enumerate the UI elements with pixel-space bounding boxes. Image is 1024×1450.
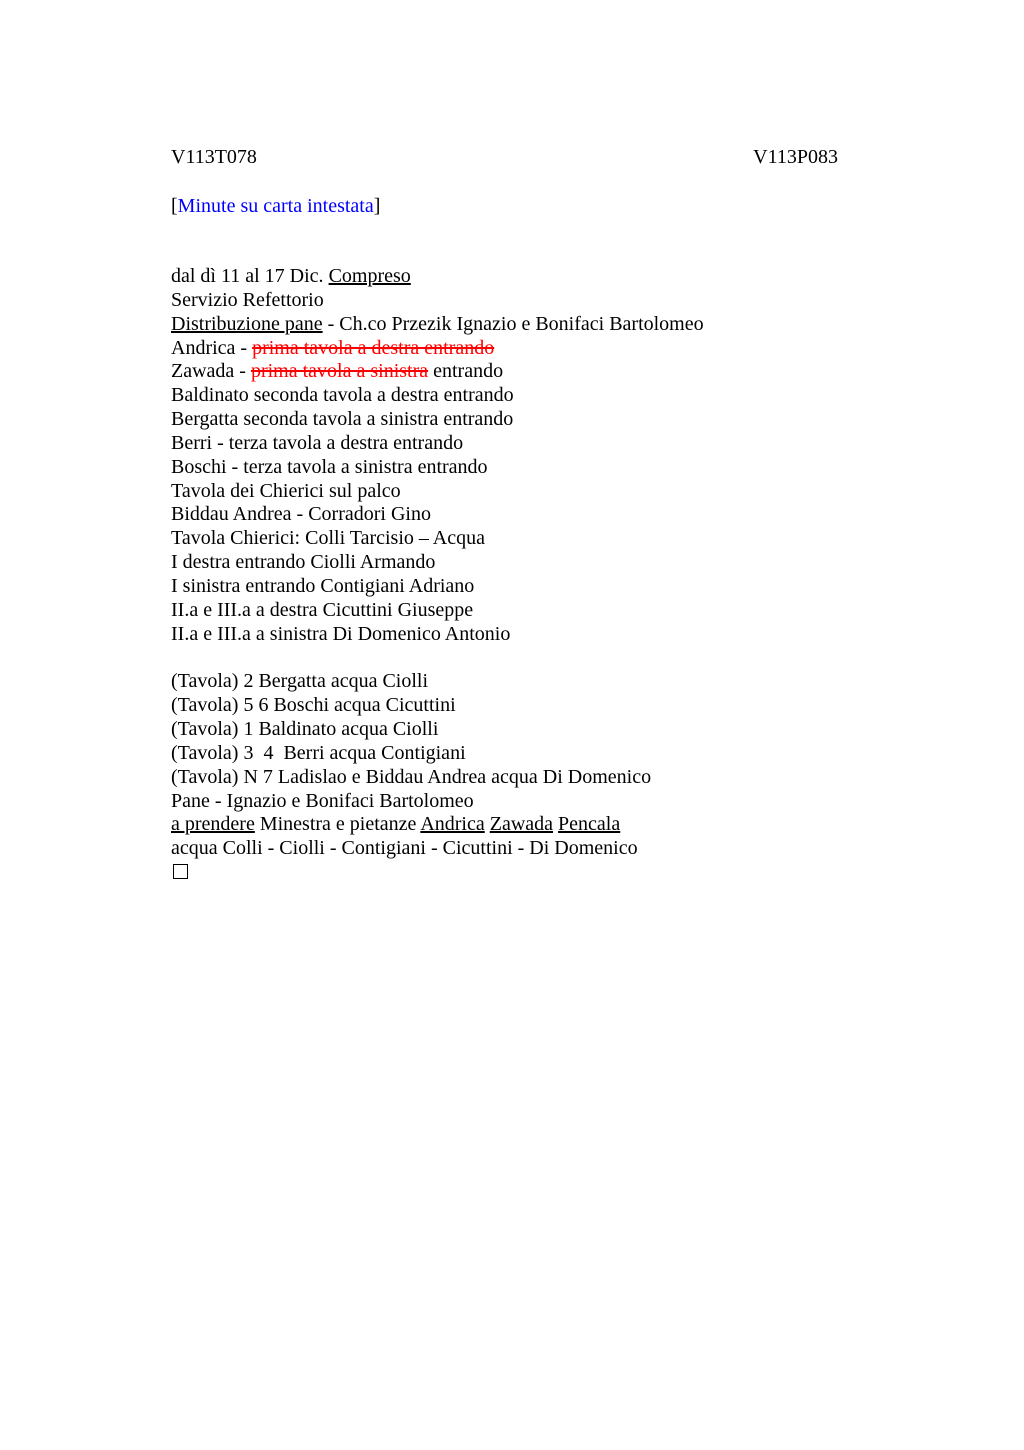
text-line bbox=[171, 623, 704, 647]
text-segment: Pane - Ignazio e Bonifaci Bartolomeo bbox=[171, 789, 474, 812]
text-segment: II.a e III.a a destra Cicuttini Giuseppe bbox=[171, 598, 474, 621]
underlined-text: Andrica bbox=[420, 813, 485, 836]
text-line bbox=[171, 790, 704, 814]
text-segment: acqua Colli - Ciolli - Contigiani - Cicuttini - Di Domenico bbox=[171, 837, 638, 860]
text-line bbox=[171, 861, 704, 885]
text-segment: I sinistra entrando Contigiani Adriano bbox=[171, 574, 475, 597]
underlined-text: Pencala bbox=[558, 813, 621, 836]
text-line bbox=[171, 480, 704, 504]
blank-line bbox=[171, 647, 704, 671]
text-line bbox=[171, 575, 704, 599]
note-link[interactable]: Minute su carta intestata bbox=[177, 195, 374, 217]
text-segment: (Tavola) 5 6 Boschi acqua Cicuttini bbox=[171, 694, 456, 717]
text-line bbox=[171, 265, 704, 289]
underlined-text: Zawada bbox=[489, 813, 554, 836]
text-segment: I destra entrando Ciolli Armando bbox=[171, 551, 436, 574]
text-line bbox=[171, 289, 704, 313]
bracket-close: ] bbox=[373, 195, 381, 217]
text-segment: dal dì 11 al 17 Dic. bbox=[171, 265, 329, 287]
text-segment: Berri - terza tavola a destra entrando bbox=[171, 431, 464, 454]
text-segment: - Ch.co Przezik Ignazio e Bonifaci Bartolomeo bbox=[322, 312, 704, 335]
text-segment: Boschi - terza tavola a sinistra entrando bbox=[171, 455, 488, 478]
text-segment: II.a e III.a a sinistra Di Domenico Antonio bbox=[171, 622, 511, 645]
text-segment: Servizio Refettorio bbox=[171, 288, 324, 311]
text-segment: Tavola dei Chierici sul palco bbox=[171, 479, 401, 502]
text-segment: (Tavola) 2 Bergatta acqua Ciolli bbox=[171, 670, 429, 693]
deleted-text: prima tavola a destra entrando bbox=[252, 336, 495, 359]
text-line bbox=[171, 551, 704, 575]
text-segment: Bergatta seconda tavola a sinistra entrando bbox=[171, 408, 514, 431]
text-segment: Biddau Andrea - Corradori Gino bbox=[171, 503, 431, 526]
text-line bbox=[171, 408, 704, 432]
editorial-note bbox=[171, 195, 380, 218]
text-segment: Minestra e pietanze bbox=[254, 813, 421, 836]
bracket-open: [ bbox=[171, 195, 178, 217]
deleted-text: prima tavola a sinistra bbox=[250, 360, 429, 383]
text-segment: entrando bbox=[428, 360, 504, 383]
text-line bbox=[171, 432, 704, 456]
document-code-left: V113T078 bbox=[171, 146, 257, 168]
text-segment: (Tavola) 1 Baldinato acqua Ciolli bbox=[171, 718, 439, 741]
text-segment: Zawada - bbox=[171, 360, 251, 383]
text-line bbox=[171, 456, 704, 480]
underlined-text: Distribuzione pane bbox=[171, 312, 323, 335]
text-line bbox=[171, 766, 704, 790]
document-body bbox=[171, 265, 704, 885]
text-line bbox=[171, 337, 704, 361]
text-segment: Andrica - bbox=[171, 336, 253, 359]
text-line bbox=[171, 813, 704, 837]
text-line bbox=[171, 742, 704, 766]
text-line bbox=[171, 599, 704, 623]
underlined-text: a prendere bbox=[171, 813, 255, 836]
text-line bbox=[171, 313, 704, 337]
text-line bbox=[171, 503, 704, 527]
text-segment: Tavola Chierici: Colli Tarcisio – Acqua bbox=[171, 527, 485, 550]
document-code-right: V113P083 bbox=[753, 146, 838, 168]
checkbox-square-icon bbox=[173, 864, 188, 879]
text-line bbox=[171, 837, 704, 861]
text-line bbox=[171, 527, 704, 551]
text-segment: (Tavola) N 7 Ladislao e Biddau Andrea acqua Di Domenico bbox=[171, 765, 652, 788]
text-line bbox=[171, 670, 704, 694]
underlined-text: Compreso bbox=[328, 265, 411, 287]
text-segment: Baldinato seconda tavola a destra entrando bbox=[171, 384, 514, 407]
text-line bbox=[171, 384, 704, 408]
text-segment: (Tavola) 3 4 Berri acqua Contigiani bbox=[171, 741, 466, 764]
text-line bbox=[171, 360, 704, 384]
text-line bbox=[171, 694, 704, 718]
text-line bbox=[171, 718, 704, 742]
